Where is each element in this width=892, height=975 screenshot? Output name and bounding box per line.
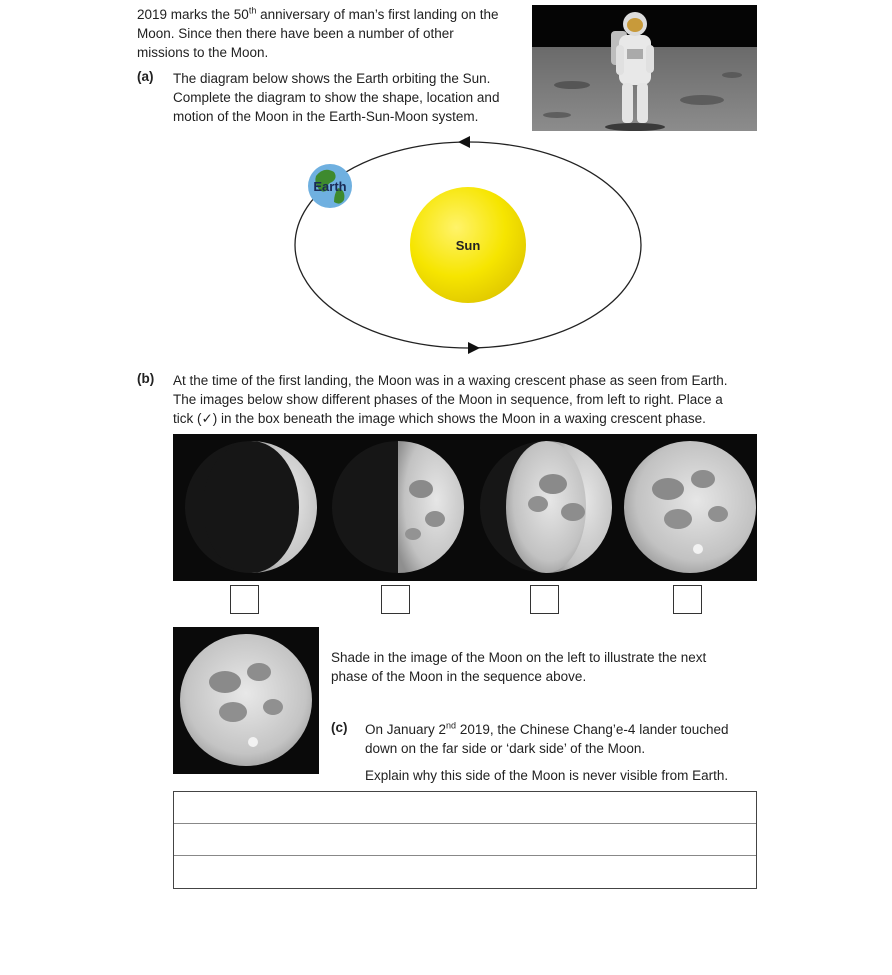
intro-text <box>137 5 527 62</box>
earth-label: Earth <box>313 179 347 194</box>
shade-line-1: Shade in the image of the Moon on the left to illustrate the next <box>331 650 707 665</box>
moon-phase-full <box>624 441 756 573</box>
tick-box-full[interactable] <box>673 585 702 614</box>
orbit-arrow-top <box>458 136 470 148</box>
part-c-sup: nd <box>446 720 457 731</box>
part-c-line-1a: On January 2 <box>365 722 447 737</box>
part-c-text <box>365 720 765 785</box>
sun-label: Sun <box>455 238 481 253</box>
part-a-line-1: The diagram below shows the Earth orbiting the Sun. <box>173 71 491 86</box>
answer-line-2[interactable] <box>174 824 756 856</box>
part-b-line-1: At the time of the first landing, the Moon was in a waxing crescent phase as seen from Earth. <box>173 373 728 388</box>
answer-box <box>173 791 757 889</box>
orbit-diagram[interactable] <box>280 130 660 365</box>
part-b-label: (b) <box>137 371 155 386</box>
part-b-line-2: The images below show different phases of the Moon in sequence, from left to right. Place a <box>173 392 723 407</box>
shade-instruction <box>331 648 751 686</box>
answer-line-3[interactable] <box>174 856 756 888</box>
intro-line-1a: 2019 marks the 50 <box>137 7 249 22</box>
orbit-arrow-bottom <box>468 342 480 354</box>
tick-box-gibbous[interactable] <box>530 585 559 614</box>
answer-line-1[interactable] <box>174 792 756 824</box>
part-c-line-2: down on the far side or ‘dark side’ of the Moon. <box>365 741 646 756</box>
part-a-line-3: motion of the Moon in the Earth-Sun-Moon system. <box>173 109 479 124</box>
intro-line-2: Moon. Since then there have been a number of other <box>137 26 454 41</box>
part-a-line-2: Complete the diagram to show the shape, location and <box>173 90 500 105</box>
moon-to-shade[interactable] <box>173 627 319 774</box>
intro-sup: th <box>248 5 257 16</box>
moon-phases-strip <box>173 434 757 581</box>
part-c-line-3: Explain why this side of the Moon is never visible from Earth. <box>365 768 729 783</box>
astronaut-photo <box>532 5 757 131</box>
intro-line-3: missions to the Moon. <box>137 45 269 60</box>
part-a-label: (a) <box>137 69 154 84</box>
tick-box-crescent[interactable] <box>230 585 259 614</box>
part-b-text <box>173 371 773 428</box>
part-c-label: (c) <box>331 720 348 735</box>
shade-line-2: phase of the Moon in the sequence above. <box>331 669 587 684</box>
tick-box-first-quarter[interactable] <box>381 585 410 614</box>
part-c-line-1b: 2019, the Chinese Chang’e-4 lander touched <box>456 722 729 737</box>
part-b-line-3: tick (✓) in the box beneath the image which shows the Moon in a waxing crescent phase. <box>173 411 706 426</box>
part-a-text <box>173 69 533 126</box>
intro-line-1b: anniversary of man’s first landing on the <box>256 7 499 22</box>
